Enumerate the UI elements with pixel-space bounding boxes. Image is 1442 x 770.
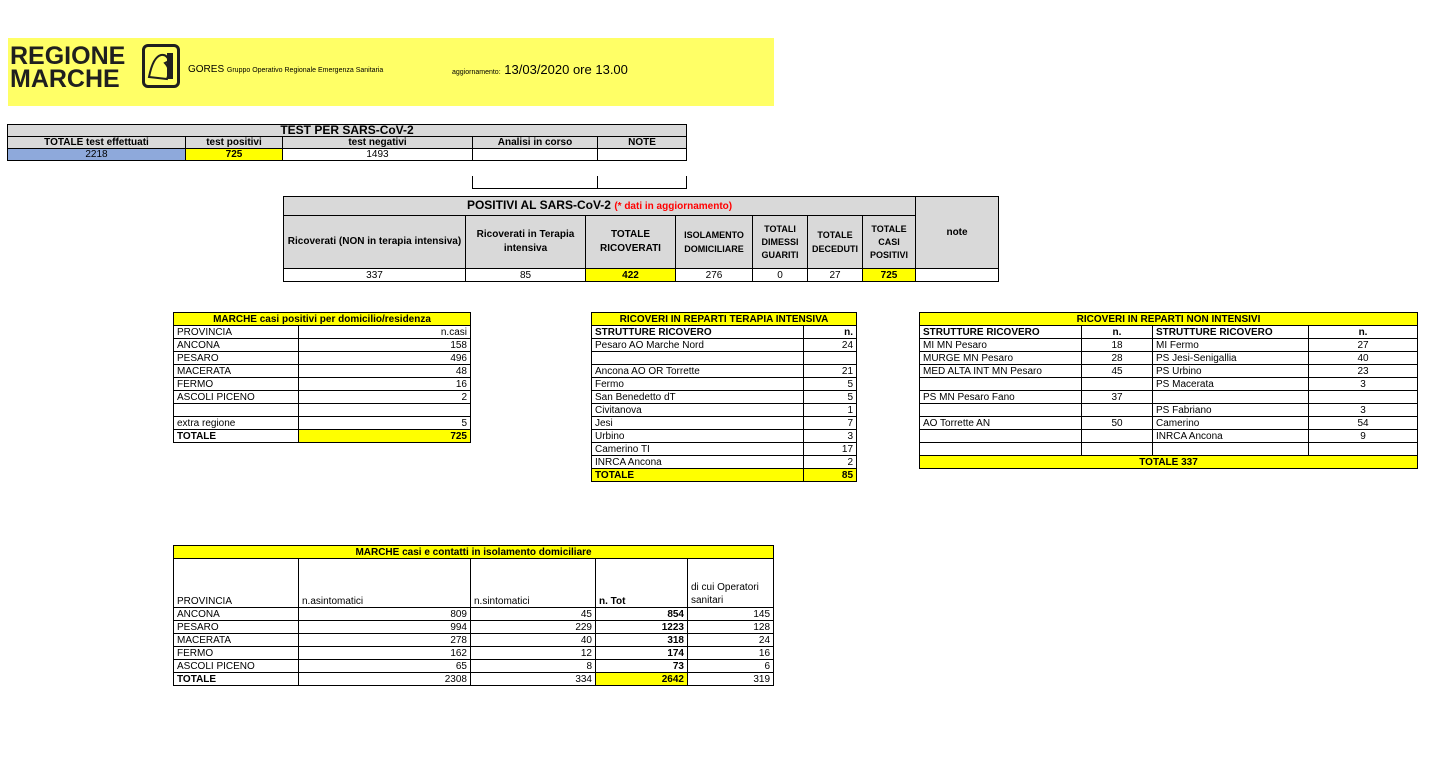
positivi-value-note [916, 269, 999, 282]
isolamento-sintomatici: 45 [471, 608, 596, 621]
isolamento-table [173, 545, 774, 686]
isolamento-col-sintomatici: n.sintomatici [471, 559, 596, 608]
residenza-value: 496 [299, 352, 471, 365]
table-row [592, 378, 857, 391]
residenza-name: extra regione [174, 417, 299, 430]
non-intensivi-name-a: MURGE MN Pesaro [920, 352, 1082, 365]
table-row [592, 456, 857, 469]
logo-emblem-icon [142, 44, 180, 88]
isolamento-sintomatici: 40 [471, 634, 596, 647]
table-row [592, 391, 857, 404]
residenza-table [173, 312, 471, 443]
non-intensivi-value-a [1082, 404, 1153, 417]
non-intensivi-value-b [1309, 391, 1418, 404]
table-row [174, 647, 774, 660]
non-intensivi-value-b [1309, 443, 1418, 456]
residenza-title: MARCHE casi positivi per domicilio/residenza [174, 313, 471, 326]
gores-label [188, 64, 383, 75]
non-intensivi-name-b: Camerino [1153, 417, 1309, 430]
isolamento-col-provincia: PROVINCIA [174, 559, 299, 608]
positivi-value-deceduti: 27 [808, 269, 863, 282]
isolamento-total-asintomatici: 2308 [299, 673, 471, 686]
positivi-header-casi: TOTALE CASI POSITIVI [863, 216, 916, 269]
non-intensivi-col-strutture-b: STRUTTURE RICOVERO [1153, 326, 1309, 339]
isolamento-provincia: ASCOLI PICENO [174, 660, 299, 673]
non-intensivi-value-a [1082, 430, 1153, 443]
intensiva-value: 2 [804, 456, 857, 469]
isolamento-tot: 174 [596, 647, 688, 660]
intensiva-title: RICOVERI IN REPARTI TERAPIA INTENSIVA [592, 313, 857, 326]
intensiva-value: 1 [804, 404, 857, 417]
isolamento-col-operatori: di cui Operatori sanitari [688, 559, 774, 608]
positivi-header-isolamento: ISOLAMENTO DOMICILIARE [676, 216, 753, 269]
intensiva-total-value: 85 [804, 469, 857, 482]
positivi-header-note: note [916, 197, 999, 269]
test-spacer-row [472, 176, 687, 189]
isolamento-provincia: MACERATA [174, 634, 299, 647]
intensiva-total-label: TOTALE [592, 469, 804, 482]
intensiva-value: 21 [804, 365, 857, 378]
isolamento-sintomatici: 12 [471, 647, 596, 660]
intensiva-name: Ancona AO OR Torrette [592, 365, 804, 378]
positivi-value-isolamento: 276 [676, 269, 753, 282]
isolamento-col-asintomatici: n.asintomatici [299, 559, 471, 608]
table-row [592, 443, 857, 456]
residenza-value: 158 [299, 339, 471, 352]
table-row [592, 430, 857, 443]
intensiva-value: 24 [804, 339, 857, 352]
non-intensivi-name-a [920, 430, 1082, 443]
intensiva-name: Pesaro AO Marche Nord [592, 339, 804, 352]
intensiva-value [804, 352, 857, 365]
residenza-value: 16 [299, 378, 471, 391]
positivi-value-dimessi: 0 [753, 269, 808, 282]
non-intensivi-total: TOTALE 337 [920, 456, 1418, 469]
intensiva-name: Urbino [592, 430, 804, 443]
non-intensivi-name-b: PS Jesi-Senigallia [1153, 352, 1309, 365]
update-prefix: aggiornamento: [452, 69, 501, 76]
intensiva-col-n: n. [804, 326, 857, 339]
non-intensivi-name-b: PS Urbino [1153, 365, 1309, 378]
residenza-col-provincia: PROVINCIA [174, 326, 299, 339]
table-row [592, 365, 857, 378]
positivi-title [284, 197, 916, 216]
gores-long: Gruppo Operativo Regionale Emergenza Sanitaria [226, 67, 384, 74]
table-row [174, 660, 774, 673]
test-header-analisi: Analisi in corso [473, 137, 598, 149]
isolamento-asintomatici: 278 [299, 634, 471, 647]
table-row [592, 417, 857, 430]
table-row [920, 443, 1418, 456]
non-intensivi-table [919, 312, 1418, 469]
isolamento-asintomatici: 994 [299, 621, 471, 634]
residenza-total-value: 725 [299, 430, 471, 443]
table-row [920, 391, 1418, 404]
residenza-value [299, 404, 471, 417]
test-header-positivi: test positivi [186, 137, 283, 149]
positivi-title-text: POSITIVI AL SARS-CoV-2 [466, 198, 611, 212]
update-value: 13/03/2020 ore 13.00 [504, 62, 628, 77]
logo-line-1: REGIONE [10, 42, 126, 70]
test-value-note [598, 149, 687, 161]
non-intensivi-value-b: 23 [1309, 365, 1418, 378]
positivi-header-terapia: Ricoverati in Terapia intensiva [466, 216, 586, 269]
non-intensivi-value-b: 54 [1309, 417, 1418, 430]
residenza-name: ANCONA [174, 339, 299, 352]
test-value-totale: 2218 [8, 149, 186, 161]
isolamento-title: MARCHE casi e contatti in isolamento domiciliare [174, 546, 774, 559]
positivi-header-dimessi: TOTALI DIMESSI GUARITI [753, 216, 808, 269]
intensiva-value: 5 [804, 378, 857, 391]
non-intensivi-col-n-a: n. [1082, 326, 1153, 339]
intensiva-name: Jesi [592, 417, 804, 430]
isolamento-total-sintomatici: 334 [471, 673, 596, 686]
isolamento-tot: 73 [596, 660, 688, 673]
non-intensivi-title: RICOVERI IN REPARTI NON INTENSIVI [920, 313, 1418, 326]
intensiva-col-strutture: STRUTTURE RICOVERO [592, 326, 804, 339]
table-row [592, 339, 857, 352]
test-value-positivi: 725 [186, 149, 283, 161]
isolamento-operatori: 145 [688, 608, 774, 621]
non-intensivi-name-b: PS Macerata [1153, 378, 1309, 391]
isolamento-tot: 318 [596, 634, 688, 647]
non-intensivi-name-b: PS Fabriano [1153, 404, 1309, 417]
table-row [920, 417, 1418, 430]
non-intensivi-name-b [1153, 391, 1309, 404]
non-intensivi-name-b: MI Fermo [1153, 339, 1309, 352]
isolamento-asintomatici: 809 [299, 608, 471, 621]
regione-marche-logo [10, 42, 140, 93]
non-intensivi-name-a: MI MN Pesaro [920, 339, 1082, 352]
table-row [174, 608, 774, 621]
non-intensivi-name-a [920, 443, 1082, 456]
isolamento-tot: 1223 [596, 621, 688, 634]
non-intensivi-name-a: MED ALTA INT MN Pesaro [920, 365, 1082, 378]
positivi-value-casi: 725 [863, 269, 916, 282]
positivi-value-ricoverati: 337 [284, 269, 466, 282]
positivi-table [283, 196, 999, 282]
isolamento-operatori: 128 [688, 621, 774, 634]
test-title: TEST PER SARS-CoV-2 [8, 125, 687, 137]
non-intensivi-name-b: INRCA Ancona [1153, 430, 1309, 443]
positivi-title-note: (* dati in aggiornamento) [614, 201, 733, 212]
update-label [452, 62, 628, 77]
isolamento-tot: 854 [596, 608, 688, 621]
residenza-value: 5 [299, 417, 471, 430]
table-row [592, 404, 857, 417]
non-intensivi-value-a: 28 [1082, 352, 1153, 365]
residenza-total-label: TOTALE [174, 430, 299, 443]
test-value-negativi: 1493 [283, 149, 473, 161]
isolamento-operatori: 16 [688, 647, 774, 660]
non-intensivi-name-b [1153, 443, 1309, 456]
table-row [174, 365, 471, 378]
non-intensivi-value-b: 9 [1309, 430, 1418, 443]
isolamento-asintomatici: 65 [299, 660, 471, 673]
positivi-header-totale-ricoverati: TOTALE RICOVERATI [586, 216, 676, 269]
isolamento-sintomatici: 229 [471, 621, 596, 634]
table-row [174, 339, 471, 352]
positivi-header-ricoverati: Ricoverati (NON in terapia intensiva) [284, 216, 466, 269]
residenza-value: 48 [299, 365, 471, 378]
intensiva-name: INRCA Ancona [592, 456, 804, 469]
table-row [920, 404, 1418, 417]
table-row [920, 378, 1418, 391]
table-row [920, 352, 1418, 365]
isolamento-provincia: FERMO [174, 647, 299, 660]
intensiva-name: Fermo [592, 378, 804, 391]
non-intensivi-name-a [920, 404, 1082, 417]
residenza-value: 2 [299, 391, 471, 404]
table-row [174, 352, 471, 365]
table-row [592, 352, 857, 365]
non-intensivi-name-a: PS MN Pesaro Fano [920, 391, 1082, 404]
non-intensivi-value-b: 3 [1309, 404, 1418, 417]
test-table [7, 124, 687, 161]
isolamento-total-tot: 2642 [596, 673, 688, 686]
non-intensivi-value-a: 45 [1082, 365, 1153, 378]
gores-short: GORES [188, 64, 225, 75]
non-intensivi-name-a: AO Torrette AN [920, 417, 1082, 430]
isolamento-total-label: TOTALE [174, 673, 299, 686]
table-row [174, 404, 471, 417]
table-row [920, 339, 1418, 352]
intensiva-value: 3 [804, 430, 857, 443]
intensiva-value: 7 [804, 417, 857, 430]
residenza-name: PESARO [174, 352, 299, 365]
non-intensivi-value-b: 27 [1309, 339, 1418, 352]
logo-line-2: MARCHE [10, 65, 120, 93]
intensiva-name: Civitanova [592, 404, 804, 417]
residenza-name [174, 404, 299, 417]
table-row [174, 391, 471, 404]
non-intensivi-value-a [1082, 443, 1153, 456]
isolamento-provincia: ANCONA [174, 608, 299, 621]
test-header-totale: TOTALE test effettuati [8, 137, 186, 149]
intensiva-table [591, 312, 857, 482]
positivi-value-terapia: 85 [466, 269, 586, 282]
test-value-analisi [473, 149, 598, 161]
isolamento-sintomatici: 8 [471, 660, 596, 673]
isolamento-provincia: PESARO [174, 621, 299, 634]
non-intensivi-value-a: 37 [1082, 391, 1153, 404]
residenza-name: ASCOLI PICENO [174, 391, 299, 404]
table-row [920, 365, 1418, 378]
table-row [920, 430, 1418, 443]
non-intensivi-col-strutture-a: STRUTTURE RICOVERO [920, 326, 1082, 339]
non-intensivi-value-b: 3 [1309, 378, 1418, 391]
isolamento-total-operatori: 319 [688, 673, 774, 686]
isolamento-operatori: 24 [688, 634, 774, 647]
residenza-name: FERMO [174, 378, 299, 391]
table-row [174, 634, 774, 647]
test-header-negativi: test negativi [283, 137, 473, 149]
isolamento-col-tot: n. Tot [596, 559, 688, 608]
table-row [174, 378, 471, 391]
non-intensivi-name-a [920, 378, 1082, 391]
non-intensivi-value-a [1082, 378, 1153, 391]
non-intensivi-value-b: 40 [1309, 352, 1418, 365]
non-intensivi-value-a: 18 [1082, 339, 1153, 352]
positivi-header-deceduti: TOTALE DECEDUTI [808, 216, 863, 269]
residenza-col-casi: n.casi [299, 326, 471, 339]
intensiva-value: 5 [804, 391, 857, 404]
intensiva-value: 17 [804, 443, 857, 456]
table-row [174, 417, 471, 430]
intensiva-name [592, 352, 804, 365]
residenza-name: MACERATA [174, 365, 299, 378]
non-intensivi-col-n-b: n. [1309, 326, 1418, 339]
intensiva-name: Camerino TI [592, 443, 804, 456]
table-row [174, 621, 774, 634]
non-intensivi-value-a: 50 [1082, 417, 1153, 430]
positivi-value-totale-ricoverati: 422 [586, 269, 676, 282]
test-header-note: NOTE [598, 137, 687, 149]
isolamento-operatori: 6 [688, 660, 774, 673]
isolamento-asintomatici: 162 [299, 647, 471, 660]
intensiva-name: San Benedetto dT [592, 391, 804, 404]
